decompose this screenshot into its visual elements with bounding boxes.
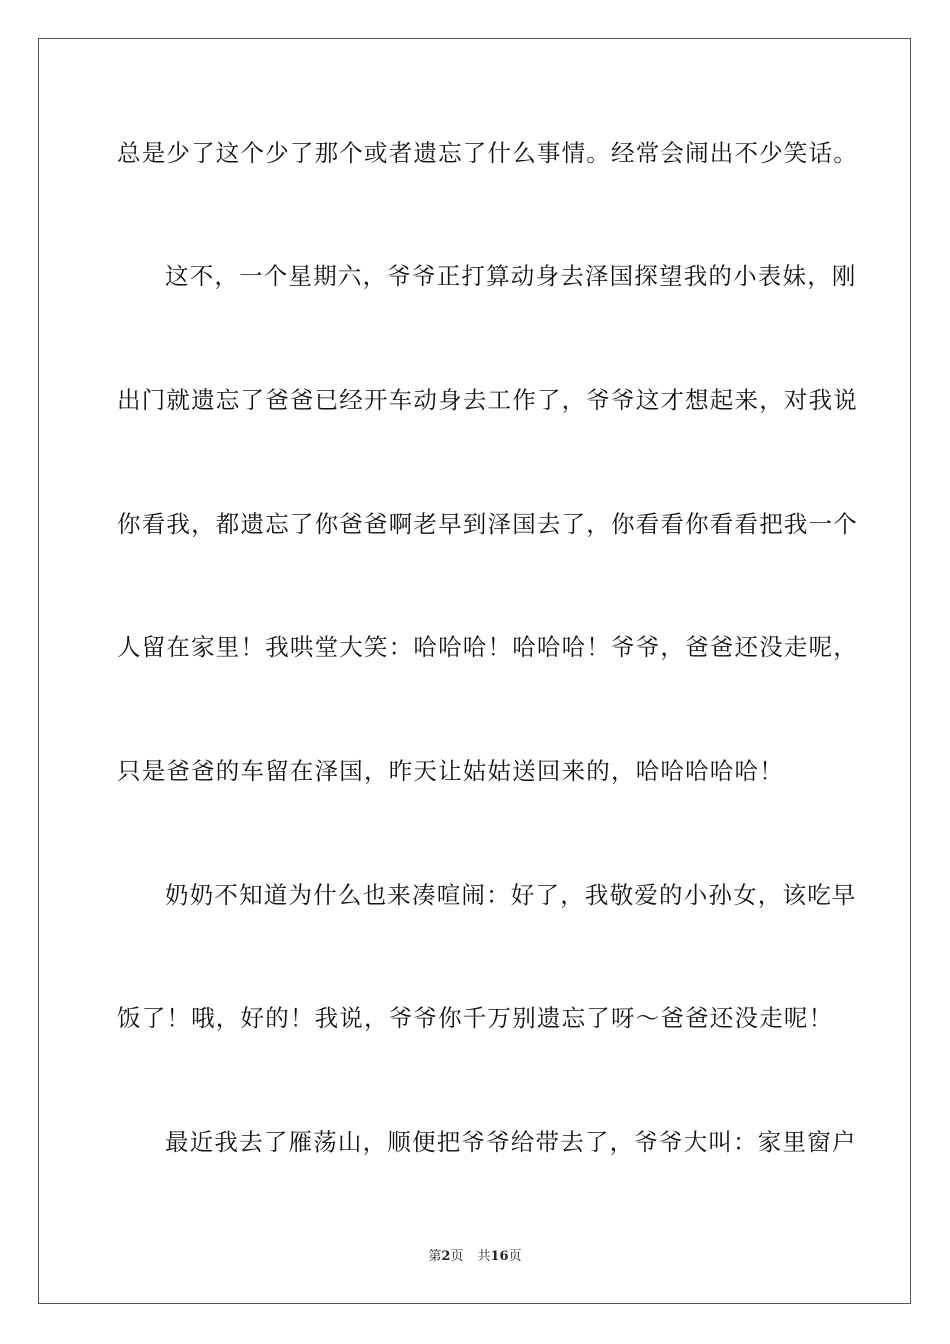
page-prefix: 第 xyxy=(428,1249,442,1264)
total-prefix: 共 xyxy=(477,1249,491,1264)
page-footer xyxy=(0,1248,950,1266)
page-frame xyxy=(38,38,911,1304)
total-pages: 16 xyxy=(490,1249,509,1264)
body-line-5: 人留在家里！我哄堂大笑：哈哈哈！哈哈哈！爷爷，爸爸还没走呢， xyxy=(117,633,858,661)
body-line-8: 饭了！哦，好的！我说，爷爷你千万别遗忘了呀～爸爸还没走呢！ xyxy=(117,1004,834,1032)
body-line-3: 出门就遗忘了爸爸已经开车动身去工作了，爷爷这才想起来，对我说 xyxy=(117,386,858,414)
body-line-2: 这不，一个星期六，爷爷正打算动身去泽国探望我的小表妹，刚 xyxy=(165,262,857,290)
body-line-6: 只是爸爸的车留在泽国，昨天让姑姑送回来的，哈哈哈哈哈！ xyxy=(117,757,784,785)
body-line-7: 奶奶不知道为什么也来凑喧闹：好了，我敬爱的小孙女，该吃早 xyxy=(165,881,857,909)
body-line-1: 总是少了这个少了那个或者遗忘了什么事情。经常会闹出不少笑话。 xyxy=(117,139,858,167)
page-number: 2 xyxy=(441,1249,451,1264)
page-suffix: 页 xyxy=(450,1249,464,1264)
total-suffix: 页 xyxy=(508,1249,522,1264)
body-line-4: 你看我，都遗忘了你爸爸啊老早到泽国去了，你看看你看看把我一个 xyxy=(117,510,858,538)
body-line-9: 最近我去了雁荡山，顺便把爷爷给带去了，爷爷大叫：家里窗户 xyxy=(165,1128,857,1156)
